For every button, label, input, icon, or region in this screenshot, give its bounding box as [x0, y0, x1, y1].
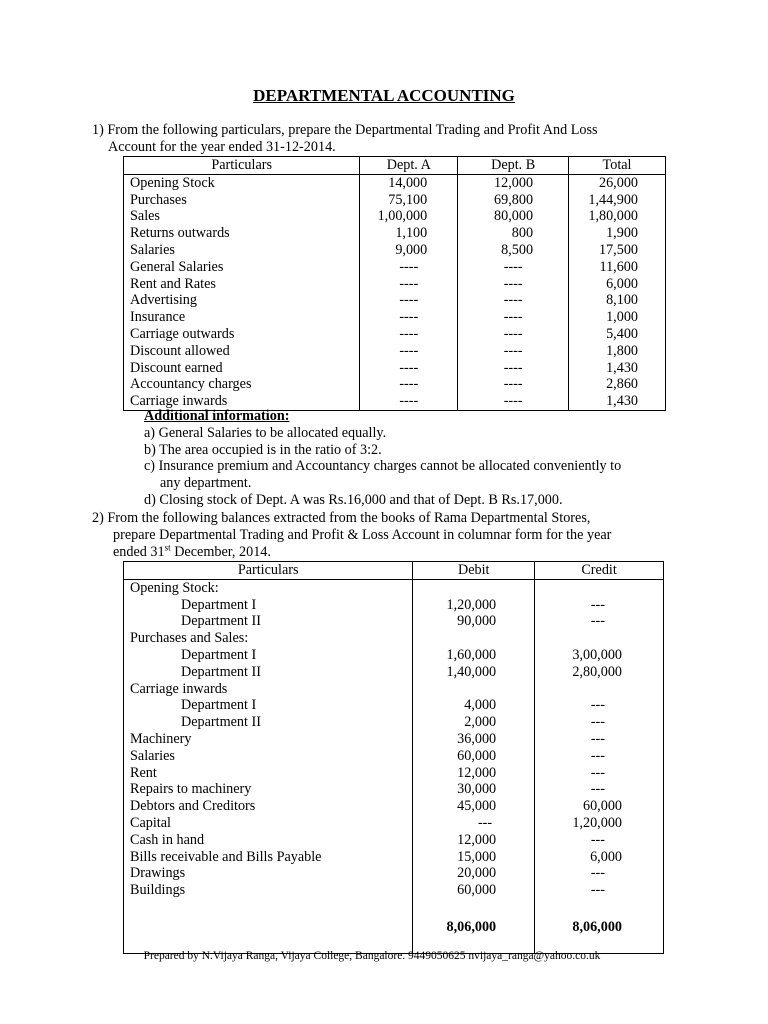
additional-info-c-cont: any department.: [160, 475, 252, 492]
credit-cell: ---: [535, 697, 664, 714]
debit-cell: 12,000: [413, 832, 535, 849]
credit-cell: [535, 630, 664, 647]
dept-a-cell: ----: [360, 309, 458, 326]
total-cell: 11,600: [569, 259, 666, 276]
particulars-cell: Buildings: [124, 882, 413, 899]
total-cell: 1,44,900: [569, 192, 666, 209]
debit-cell: 15,000: [413, 849, 535, 866]
particulars-cell: Department I: [124, 647, 413, 664]
table-row: [124, 360, 666, 377]
dept-b-cell: ----: [458, 292, 569, 309]
table-row: [124, 681, 664, 698]
table-row: [124, 376, 666, 393]
table-row: [124, 276, 666, 293]
dept-b-cell: ----: [458, 376, 569, 393]
credit-cell: 2,80,000: [535, 664, 664, 681]
table-row: [124, 765, 664, 782]
particulars-cell: Bills receivable and Bills Payable: [124, 849, 413, 866]
debit-cell: [413, 630, 535, 647]
question-2-line-2: prepare Departmental Trading and Profit & Loss Account in columnar form for the year: [113, 526, 612, 543]
dept-a-cell: 14,000: [360, 174, 458, 191]
total-credit: 8,06,000: [535, 919, 664, 936]
credit-cell: 3,00,000: [535, 647, 664, 664]
debit-cell: [413, 579, 535, 596]
dept-a-cell: 75,100: [360, 192, 458, 209]
additional-information-heading: Additional information:: [144, 408, 290, 424]
table-row: [124, 647, 664, 664]
additional-info-c: c) Insurance premium and Accountancy charges cannot be allocated conveniently to: [144, 458, 622, 475]
credit-cell: ---: [535, 882, 664, 899]
debit-cell: 30,000: [413, 781, 535, 798]
total-cell: 17,500: [569, 242, 666, 259]
question-1-line-2: Account for the year ended 31-12-2014.: [108, 138, 336, 155]
debit-cell: 2,000: [413, 714, 535, 731]
additional-info-b: b) The area occupied is in the ratio of 3:2.: [144, 441, 382, 458]
dept-b-cell: ----: [458, 343, 569, 360]
dept-a-cell: ----: [360, 276, 458, 293]
dept-a-cell: ----: [360, 326, 458, 343]
dept-b-cell: ----: [458, 326, 569, 343]
table-row: [124, 343, 666, 360]
particulars-cell: Discount allowed: [124, 343, 360, 360]
total-cell: 1,80,000: [569, 208, 666, 225]
table-row: [124, 174, 666, 191]
dept-a-cell: ----: [360, 360, 458, 377]
total-cell: 2,860: [569, 376, 666, 393]
dept-b-cell: ----: [458, 393, 569, 410]
debit-cell: ---: [413, 815, 535, 832]
total-debit: 8,06,000: [413, 919, 535, 936]
debit-cell: 4,000: [413, 697, 535, 714]
dept-b-cell: ----: [458, 276, 569, 293]
particulars-cell: Salaries: [124, 748, 413, 765]
table-row: [124, 731, 664, 748]
dept-a-cell: 9,000: [360, 242, 458, 259]
table-row: [124, 597, 664, 614]
debit-cell: 60,000: [413, 882, 535, 899]
credit-cell: [535, 681, 664, 698]
table-row: [124, 309, 666, 326]
table-row: [124, 798, 664, 815]
debit-cell: [413, 681, 535, 698]
total-cell: 1,430: [569, 393, 666, 410]
particulars-cell: General Salaries: [124, 259, 360, 276]
particulars-cell: Debtors and Creditors: [124, 798, 413, 815]
table-row: [124, 832, 664, 849]
additional-information: [144, 408, 684, 509]
footer-credit: Prepared by N.Vijaya Ranga, Vijaya College, Bangalore. 9449050625 nvijaya_ranga@yahoo.co.uk: [143, 950, 601, 962]
particulars-cell: Cash in hand: [124, 832, 413, 849]
credit-cell: 6,000: [535, 849, 664, 866]
question-1-text: [92, 122, 692, 156]
dept-a-cell: 1,00,000: [360, 208, 458, 225]
table-row: [124, 208, 666, 225]
table-header-row: [124, 157, 666, 175]
particulars-cell: Department I: [124, 697, 413, 714]
table-row: [124, 697, 664, 714]
debit-cell: 90,000: [413, 613, 535, 630]
table-row: [124, 815, 664, 832]
question-1-line-1: 1) From the following particulars, prepare the Departmental Trading and Profit And Loss: [92, 122, 598, 138]
debit-cell: 1,20,000: [413, 597, 535, 614]
dept-b-cell: 69,800: [458, 192, 569, 209]
table-header-row: [124, 562, 664, 580]
table-row: [124, 882, 664, 899]
credit-cell: [535, 579, 664, 596]
table-row: [124, 849, 664, 866]
debit-cell: 12,000: [413, 765, 535, 782]
total-cell: 1,800: [569, 343, 666, 360]
header-particulars: Particulars: [124, 562, 413, 580]
table-row: [124, 630, 664, 647]
credit-cell: 60,000: [535, 798, 664, 815]
particulars-cell: Salaries: [124, 242, 360, 259]
header-particulars: Particulars: [124, 157, 360, 175]
total-cell: 8,100: [569, 292, 666, 309]
table-row: [124, 714, 664, 731]
particulars-cell: Accountancy charges: [124, 376, 360, 393]
table-body: [124, 579, 664, 899]
total-cell: 1,430: [569, 360, 666, 377]
particulars-cell: Discount earned: [124, 360, 360, 377]
table-row: [124, 292, 666, 309]
total-cell: 1,000: [569, 309, 666, 326]
header-dept-a: Dept. A: [360, 157, 458, 175]
question-2-text: [92, 510, 672, 560]
debit-cell: 20,000: [413, 865, 535, 882]
debit-cell: 45,000: [413, 798, 535, 815]
table-row: [124, 781, 664, 798]
credit-cell: ---: [535, 714, 664, 731]
particulars-cell: Returns outwards: [124, 225, 360, 242]
particulars-cell: Sales: [124, 208, 360, 225]
particulars-cell: Opening Stock:: [124, 579, 413, 596]
departmental-particulars-table: [123, 156, 666, 411]
particulars-cell: Department II: [124, 664, 413, 681]
credit-cell: ---: [535, 613, 664, 630]
dept-b-cell: 800: [458, 225, 569, 242]
credit-cell: ---: [535, 865, 664, 882]
credit-cell: ---: [535, 597, 664, 614]
particulars-cell: Carriage outwards: [124, 326, 360, 343]
table-row: [124, 326, 666, 343]
dept-a-cell: ----: [360, 376, 458, 393]
total-label: [124, 919, 413, 936]
table-row: [124, 748, 664, 765]
debit-cell: 1,60,000: [413, 647, 535, 664]
dept-a-cell: ----: [360, 343, 458, 360]
dept-b-cell: 80,000: [458, 208, 569, 225]
credit-cell: ---: [535, 748, 664, 765]
dept-b-cell: 12,000: [458, 174, 569, 191]
page-title: DEPARTMENTAL ACCOUNTING: [253, 86, 515, 105]
question-2-line-3: [92, 541, 672, 561]
question-2-line-3-start: ended 31: [113, 543, 165, 560]
trial-balance-table: [123, 561, 664, 954]
credit-cell: 1,20,000: [535, 815, 664, 832]
total-cell: 1,900: [569, 225, 666, 242]
header-debit: Debit: [413, 562, 535, 580]
particulars-cell: Purchases: [124, 192, 360, 209]
particulars-cell: Carriage inwards: [124, 681, 413, 698]
dept-b-cell: ----: [458, 360, 569, 377]
debit-cell: 36,000: [413, 731, 535, 748]
table-row: [124, 259, 666, 276]
table-row: [124, 225, 666, 242]
table-row: [124, 192, 666, 209]
particulars-cell: Department II: [124, 613, 413, 630]
additional-info-d: d) Closing stock of Dept. A was Rs.16,000 and that of Dept. B Rs.17,000.: [144, 491, 563, 508]
dept-b-cell: 8,500: [458, 242, 569, 259]
credit-cell: ---: [535, 832, 664, 849]
particulars-cell: Drawings: [124, 865, 413, 882]
particulars-cell: Opening Stock: [124, 174, 360, 191]
dept-b-cell: ----: [458, 309, 569, 326]
particulars-cell: Repairs to machinery: [124, 781, 413, 798]
table-row: [124, 613, 664, 630]
table-body: [124, 174, 666, 410]
header-dept-b: Dept. B: [458, 157, 569, 175]
question-2-line-1: 2) From the following balances extracted from the books of Rama Departmental Stores,: [92, 510, 591, 526]
credit-cell: ---: [535, 731, 664, 748]
header-credit: Credit: [535, 562, 664, 580]
spacer-row: [124, 899, 664, 919]
dept-a-cell: ----: [360, 259, 458, 276]
dept-a-cell: ----: [360, 292, 458, 309]
table-row: [124, 579, 664, 596]
debit-cell: 60,000: [413, 748, 535, 765]
particulars-cell: Capital: [124, 815, 413, 832]
particulars-cell: Rent and Rates: [124, 276, 360, 293]
particulars-cell: Machinery: [124, 731, 413, 748]
additional-info-a: a) General Salaries to be allocated equally.: [144, 424, 387, 441]
debit-cell: 1,40,000: [413, 664, 535, 681]
particulars-cell: Carriage inwards: [124, 393, 360, 410]
total-row: [124, 919, 664, 936]
dept-a-cell: 1,100: [360, 225, 458, 242]
total-cell: 26,000: [569, 174, 666, 191]
total-cell: 5,400: [569, 326, 666, 343]
dept-b-cell: ----: [458, 259, 569, 276]
particulars-cell: Advertising: [124, 292, 360, 309]
total-cell: 6,000: [569, 276, 666, 293]
particulars-cell: Department II: [124, 714, 413, 731]
particulars-cell: Rent: [124, 765, 413, 782]
table-row: [124, 664, 664, 681]
credit-cell: ---: [535, 765, 664, 782]
question-2-line-3-end: December, 2014.: [170, 543, 271, 560]
table-row: [124, 865, 664, 882]
ordinal-suffix: st: [164, 541, 171, 552]
particulars-cell: Purchases and Sales:: [124, 630, 413, 647]
particulars-cell: Department I: [124, 597, 413, 614]
header-total: Total: [569, 157, 666, 175]
particulars-cell: Insurance: [124, 309, 360, 326]
credit-cell: ---: [535, 781, 664, 798]
dept-a-cell: ----: [360, 393, 458, 410]
table-row: [124, 242, 666, 259]
